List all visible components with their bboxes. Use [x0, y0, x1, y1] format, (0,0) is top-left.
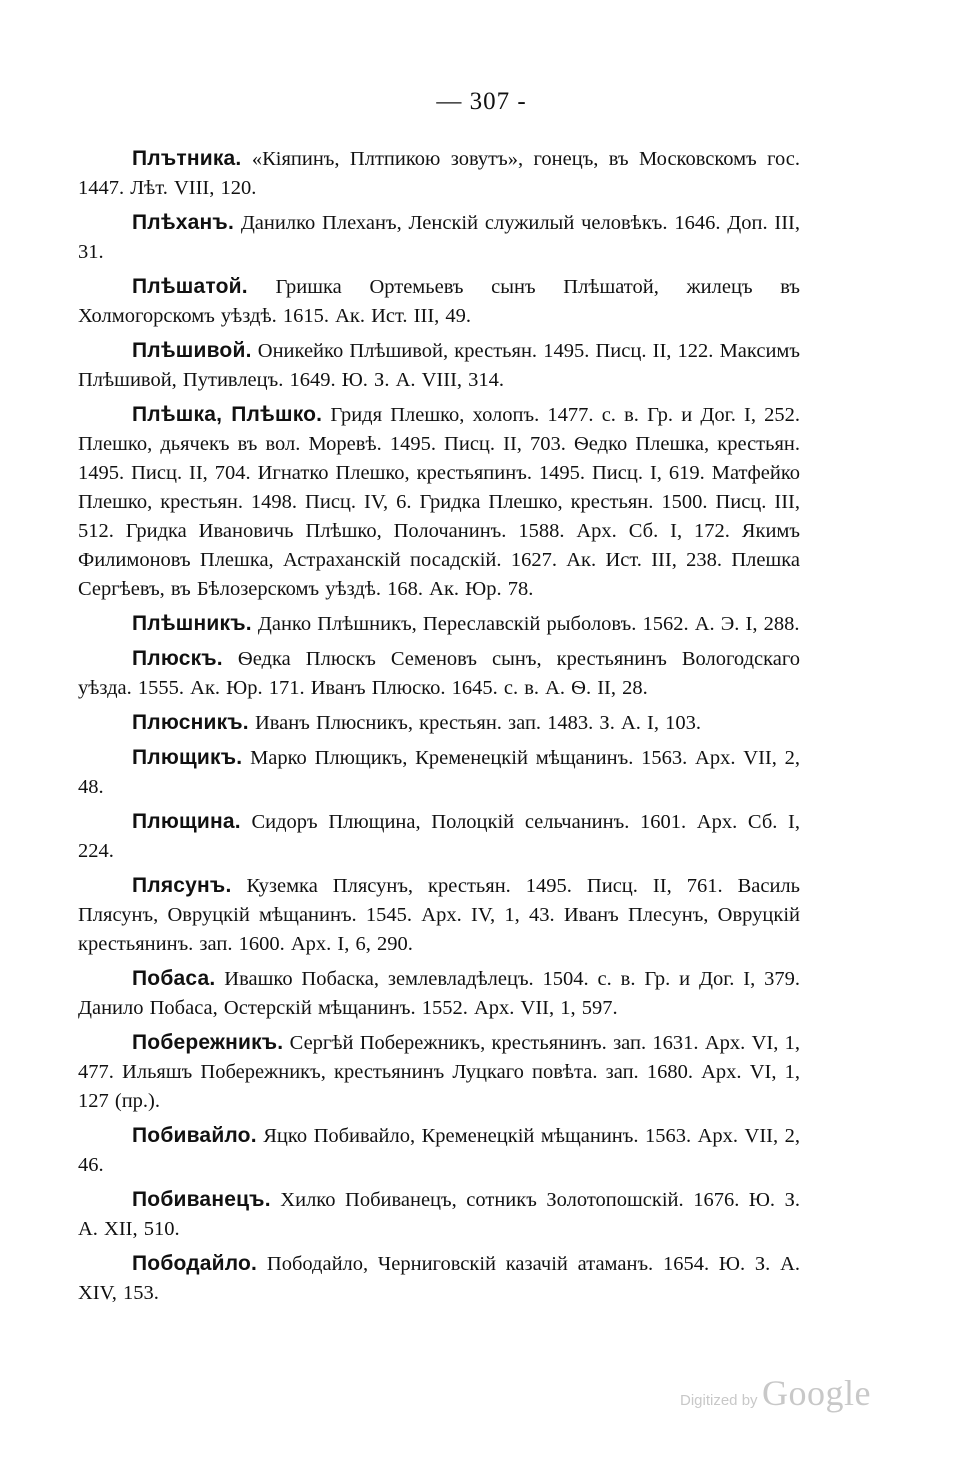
entry-text: Гридя Плешко, холопъ. 1477. с. в. Гр. и Дог. I, 252. Плешко, дьячекъ въ вол. Моревѣ. 1495. Писц. II, 703. Ѳедко Плешка, крестьян. 1495. Писц. II, 704. Игнатко Плешко, крестьяпинъ. 1495. Писц. I, 619. Матфейко Плешко, крестьян. 1498. Писц. IV, 6. Гридка Плешко, крестьян. 1500. Писц. III, 512. Гридка Ивановичь Плѣшко, Полочанинъ. 1588. Арх. Сб. I, 172. Якимъ Филимоновъ Плешка, Астраханскій посадскій. 1627. Ак. Ист. III, 238. Плешка Сергѣевъ, въ Бѣлозерскомъ уѣздѣ. 168. Ак. Юр. 78.	[78, 404, 801, 600]
entry-headword: Плясунъ.	[132, 874, 232, 897]
entry-headword: Пободайло.	[132, 1252, 258, 1275]
dictionary-entry	[78, 1249, 800, 1308]
entry-text: Марко Плющикъ, Кременецкій мѣщанинъ. 1563. Арх. VII, 2, 48.	[78, 747, 801, 798]
dictionary-entry	[78, 871, 800, 959]
entry-headword: Плюскъ.	[132, 647, 223, 670]
entry-text: Сидоръ Плющина, Полоцкій сельчанинъ. 1601. Арх. Сб. I, 224.	[78, 811, 800, 862]
entry-text: Яцко Побивайло, Кременецкій мѣщанинъ. 1563. Арх. VII, 2, 46.	[78, 1125, 800, 1176]
entry-text: Сергѣй Побережникъ, крестьянинъ. зап. 1631. Арх. VI, 1, 477. Ильяшъ Побережникъ, крестьянинъ Луцкаго повѣта. зап. 1680. Арх. VI, 1, 127 (пр.).	[78, 1032, 800, 1112]
entry-headword: Плѣшка, Плѣшко.	[132, 403, 323, 426]
dictionary-entry	[78, 272, 800, 331]
entry-headword: Плющина.	[132, 810, 241, 833]
entry-text: Хилко Побиванецъ, сотникъ Золотопошскій. 1676. Ю. З. А. XII, 510.	[78, 1189, 801, 1240]
digitized-by-watermark	[680, 1372, 900, 1414]
entry-text: «Кіяпинъ, Плтпикою зовутъ», гонецъ, въ Московскомъ гос. 1447. Лѣт. VIII, 120.	[78, 148, 800, 199]
entry-headword: Побивайло.	[132, 1124, 257, 1147]
dictionary-entry	[78, 644, 800, 703]
dictionary-entry	[78, 708, 800, 738]
entry-text: Пободайло, Черниговскій казачій атаманъ. 1654. Ю. З. А. XIV, 153.	[78, 1253, 800, 1304]
dictionary-entry	[78, 743, 800, 802]
dictionary-entries	[78, 144, 800, 1313]
entry-headword: Побаса.	[132, 967, 216, 990]
entry-headword: Плюсникъ.	[132, 711, 249, 734]
dictionary-entry	[78, 144, 800, 203]
entry-text: Иванъ Плюсникъ, крестьян. зап. 1483. З. А. I, 103.	[254, 712, 701, 734]
page-number: — 307 -	[436, 88, 527, 115]
entry-text: Ѳедка Плюскъ Семеновъ сынъ, крестьянинъ Вологодскаго уѣзда. 1555. Ак. Юр. 171. Иванъ Плюско. 1645. с. в. А. Ѳ. II, 28.	[78, 648, 800, 699]
entry-text: Ивашко Побаска, землевладѣлецъ. 1504. с. в. Гр. и Дог. I, 379. Данило Побаса, Остерскій мѣщанинъ. 1552. Арх. VII, 1, 597.	[78, 968, 800, 1019]
entry-text: Данко Плѣшникъ, Переславскій рыболовъ. 1562. А. Э. I, 288.	[257, 613, 800, 635]
entry-headword: Плѣханъ.	[132, 211, 234, 234]
digitized-label: Digitized by	[680, 1392, 758, 1409]
dictionary-entry	[78, 336, 800, 395]
entry-headword: Побиванецъ.	[132, 1188, 271, 1211]
dictionary-entry	[78, 807, 800, 866]
entry-headword: Плътника.	[132, 147, 242, 170]
entry-text: Оникейко Плѣшивой, крестьян. 1495. Писц. II, 122. Максимъ Плѣшивой, Путивлецъ. 1649. Ю. З. А. VIII, 314.	[78, 340, 800, 391]
dictionary-entry	[78, 1121, 800, 1180]
entry-headword: Плѣшникъ.	[132, 612, 252, 635]
google-logo: Google	[762, 1373, 871, 1413]
dictionary-entry	[78, 208, 800, 267]
entry-headword: Плѣшатой.	[132, 275, 248, 298]
entry-text: Данилко Плеханъ, Ленскій служилый человѣкъ. 1646. Доп. III, 31.	[78, 212, 801, 263]
entry-headword: Плющикъ.	[132, 746, 243, 769]
dictionary-entry	[78, 1185, 800, 1244]
dictionary-entry	[78, 1028, 800, 1116]
entry-text: Куземка Плясунъ, крестьян. 1495. Писц. II, 761. Василь Плясунъ, Овруцкій мѣщанинъ. 1545. Арх. IV, 1, 43. Иванъ Плесунъ, Овруцкій крестьянинъ. зап. 1600. Арх. I, 6, 290.	[78, 875, 800, 955]
entry-headword: Побережникъ.	[132, 1031, 284, 1054]
dictionary-entry	[78, 964, 800, 1023]
entry-headword: Плѣшивой.	[132, 339, 252, 362]
dictionary-entry	[78, 400, 800, 604]
dictionary-entry	[78, 609, 800, 639]
entry-text: Гришка Ортемьевъ сынъ Плѣшатой, жилецъ въ Холмогорскомъ уѣздѣ. 1615. Ак. Ист. III, 49.	[78, 276, 800, 327]
